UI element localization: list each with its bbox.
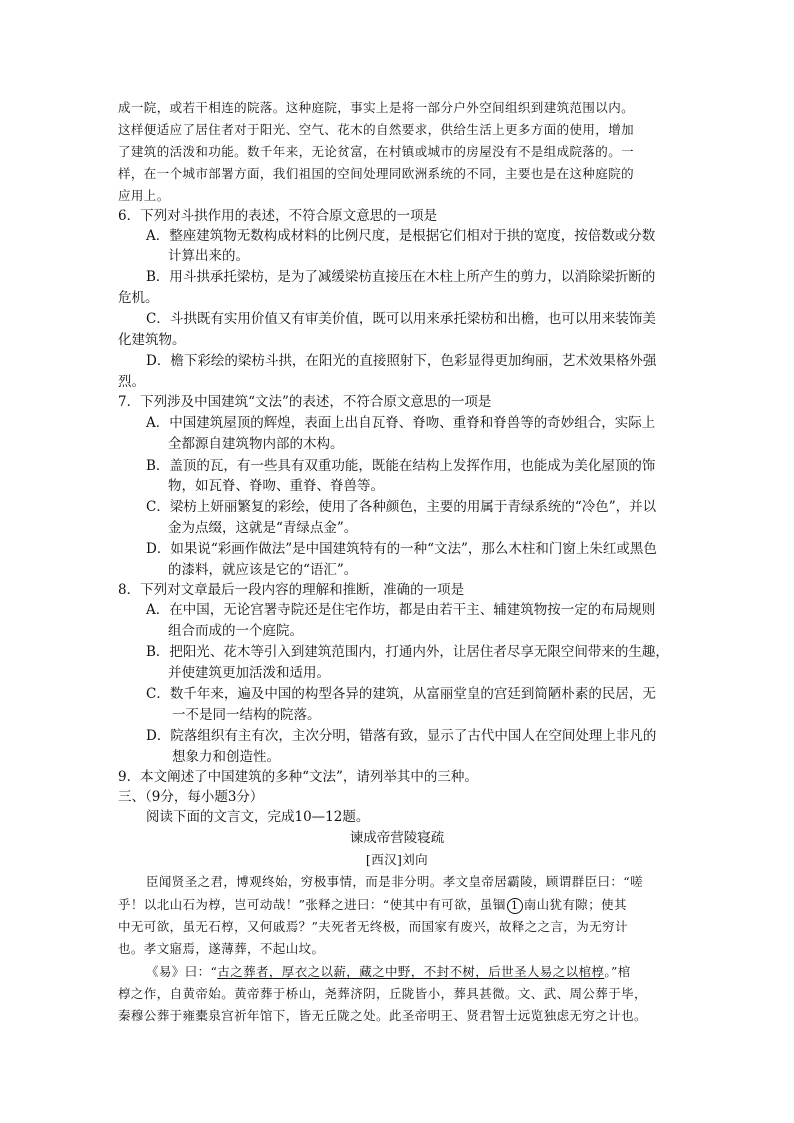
question-9-stem: 9．本文阐述了中国建筑的多种“文法”，请列举其中的三种。 [118,769,478,785]
question-7-option-c: C．梁枋上妍丽繁复的彩绘，使用了各种颜色，主要的用属于青绿系统的“冷色”，并以 [146,499,657,515]
classical-text: 《易》曰：“ [146,964,218,979]
question-6-option-a-cont: 计算出来的。 [168,248,249,264]
question-7-option-d: D．如果说“彩画作做法”是中国建筑特有的一种“文法”，那么木柱和门窗上朱红或黑色 [146,541,657,557]
question-8-option-b-cont: 并使建筑更加活泼和适用。 [168,665,330,681]
reading-instruction: 阅读下面的文言文，完成10—12题。 [146,809,370,825]
question-8-option-a: A．在中国，无论宫署寺院还是住宅作坊，都是由若干主、辅建筑物按一定的布局规则 [146,602,656,618]
circled-number-marker: 1 [507,898,523,914]
question-8-option-c: C．数千年来，遍及中国的构型各异的建筑，从富丽堂皇的宫廷到简陋朴素的民居，无 [146,686,656,702]
question-6-option-c-cont: 化建筑物。 [118,332,186,348]
classical-line: 臣闻贤圣之君，博观终始，穷极事情，而是非分明。孝文皇帝居霸陵，顾谓群臣曰：“嗟 [146,874,643,889]
question-7-option-b-cont: 物，如瓦脊、脊吻、重脊、脊兽等。 [168,478,384,494]
question-7-option-c-cont: 金为点缀，这就是“青绿点金”。 [168,520,358,536]
classical-text: 南山犹有隙；使其 [523,897,627,912]
classical-line: 椁之作，自黄帝始。黄帝葬于桥山，尧葬济阴，丘陇皆小，葬具甚微。文、武、周公葬于毕， [118,986,647,1001]
question-6-option-d: D．檐下彩绘的梁枋斗拱，在阳光的直接照射下，色彩显得更加绚丽，艺术效果格外强 [146,353,657,369]
classical-line: 中无可欲，虽无石椁，又何戚焉？”夫死者无终极，而国家有废兴，故释之之言，为无穷计 [118,919,628,934]
question-8-option-d: D．院落组织有主有次，主次分明，错落有致，显示了古代中国人在空间处理上非凡的 [146,728,657,744]
passage-line: 样，在一个城市部署方面，我们祖国的空间处理同欧洲系统的不同，主要也是在这种庭院的 [118,166,635,181]
classical-line: 秦穆公葬于雍橐泉宫祈年馆下，皆无丘陇之处。此圣帝明王、贤君智士远览独虑无穷之计也。 [118,1008,647,1023]
classical-line: 也。孝文寤焉，遂薄葬，不起山坟。 [118,941,325,956]
classical-text: 乎！以北山石为椁，岂可动哉！”张释之进曰：“使其中有可欲，虽锢 [118,897,506,912]
underlined-sentence: 古之葬者，厚衣之以薪，藏之中野，不封不树，后世圣人易之以棺椁 [217,964,605,979]
question-8-stem: 8．下列对文章最后一段内容的理解和推断，准确的一项是 [118,582,465,598]
passage-line: 应用上。 [118,188,170,203]
question-6-stem: 6．下列对斗拱作用的表述，不符合原文意思的一项是 [118,208,438,224]
question-6-option-b-cont: 危机。 [118,290,159,306]
question-6-option-d-cont: 烈。 [118,374,145,390]
question-7-option-d-cont: 的漆料，就应该是它的“语汇”。 [168,562,358,578]
question-7-option-b: B．盖顶的瓦，有一些具有双重功能，既能在结构上发挥作用，也能成为美化屋顶的饰 [146,458,656,474]
classical-text-title: 谏成帝营陵寝疏 [349,830,445,846]
classical-text-author: [西汉]刘向 [365,852,429,867]
classical-line [146,961,794,982]
passage-line: 这样便适应了居住者对于阳光、空气、花木的自然要求，供给生活上更多方面的使用，增加 [118,122,635,137]
question-8-option-c-cont: 一不是同一结构的院落。 [172,707,321,723]
question-7-stem: 7．下列涉及中国建筑“文法”的表述，不符合原文意思的一项是 [118,394,492,410]
question-7-option-a: A．中国建筑屋顶的辉煌，表面上出自瓦脊、脊吻、重脊和脊兽等的奇妙组合，实际上 [146,415,656,431]
question-8-option-b: B．把阳光、花木等引入到建筑范围内，打通内外，让居住者尽享无限空间带来的生趣， [146,644,669,660]
question-6-option-c: C．斗拱既有实用价值又有审美价值，既可以用来承托梁枋和出檐，也可以用来装饰美 [146,311,656,327]
passage-line: 成一院，或若干相连的院落。这种庭院，事实上是将一部分户外空间组织到建筑范围以内。 [118,100,635,115]
question-8-option-d-cont: 想象力和创造性。 [172,749,280,765]
question-7-option-a-cont: 全都源自建筑物内部的木构。 [168,436,344,452]
question-6-option-a: A．整座建筑物无数构成材料的比例尺度，是根据它们相对于拱的宽度，按倍数或分数 [146,228,656,244]
section-3-heading: 三、（9分，每小题3分） [118,789,264,805]
classical-text: 。”棺 [604,964,631,979]
classical-line [118,894,794,915]
question-6-option-b: B．用斗拱承托梁枋，是为了减缓梁枋直接压在木柱上所产生的剪力，以消除梁折断的 [146,269,656,285]
question-8-option-a-cont: 组合而成的一个庭院。 [168,623,303,639]
passage-line: 了建筑的活泼和功能。数千年来，无论贫富，在村镇或城市的房屋没有不是组成院落的。一 [118,144,635,159]
